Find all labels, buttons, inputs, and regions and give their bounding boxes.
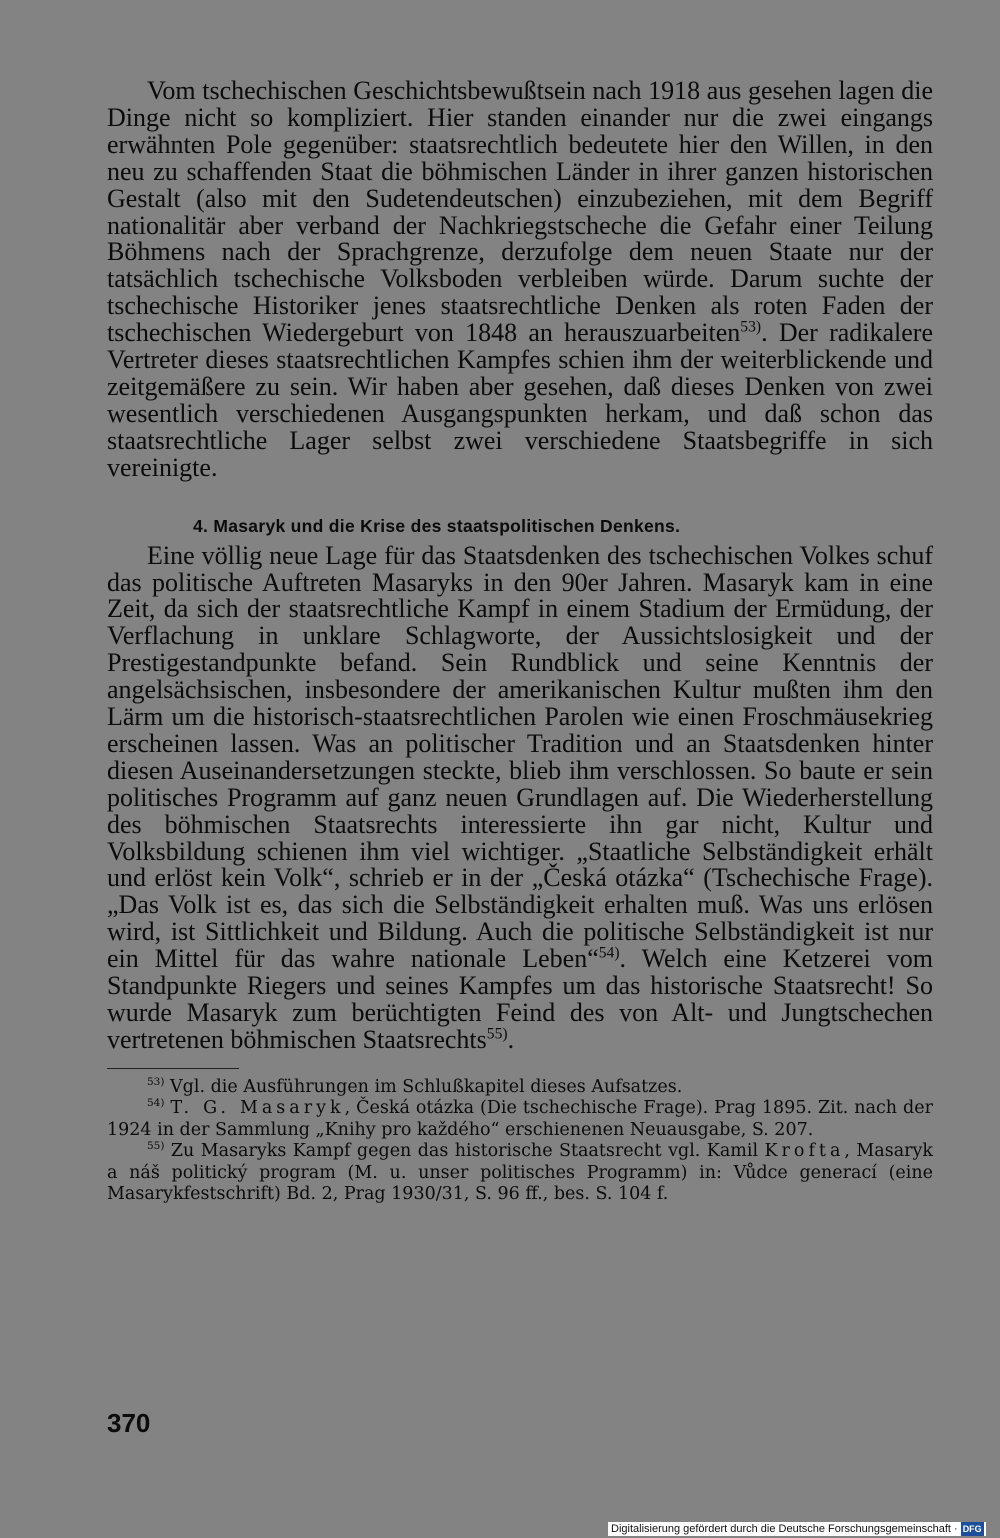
paragraph-2-mid: . Welch eine Ketzerei vom Standpunkte Riegers und seines Kampfes um das historische Staatsrecht! So wurde Masaryk zum berüchtigten Feind des von Alt- und Jungtschechen vertretenen böhmischen Staatsrechts: [107, 944, 933, 1054]
paragraph-2: [107, 540, 933, 1054]
dfg-logo-icon: DFG: [962, 1524, 982, 1534]
credit-text: Digitalisierung gefördert durch die Deutsche Forschungsgemeinschaft ·: [611, 1523, 958, 1535]
paragraph-1-text: Vom tschechischen Geschichtsbewußtsein nach 1918 aus gesehen lagen die Dinge nicht so kompliziert. Hier standen einander nur die zwei eingangs erwähnten Pole gegenüber: staatsrechtlich bedeutete hier den Willen, in den neu zu schaffenden Staat die böhmischen Länder in ihrer ganzen historischen Gestalt (also mit den Sudetendeutschen) einzubeziehen, mit dem Begriff nationalitär aber verband der Nachkriegstscheche die Gefahr einer Teilung Böhmens nach der Sprachgrenze, derzufolge dem neuen Staate nur der tatsächlich tschechische Volksboden verbleiben würde. Darum suchte der tschechische Historiker jenes staatsrechtliche Denken als roten Faden der tschechischen Wiedergeburt von 1848 an herauszuarbeiten: [107, 76, 933, 348]
footnote-mark: 54): [147, 1097, 165, 1110]
footnote-divider: [107, 1068, 239, 1069]
paragraph-2-text: Eine völlig neue Lage für das Staatsdenken des tschechischen Volkes schuf das politische Auftreten Masaryks in den 90er Jahren. Masaryk kam in eine Zeit, da sich der staatsrechtliche Kampf in einem Stadium der Ermüdung, der Verflachung in unklare Schlagworte, der Aussichtslosigkeit und der Prestigestandpunkte befand. Sein Rundblick und seine Kenntnis der angelsächsischen, insbesondere der amerikanischen Kultur mußten ihm den Lärm um die historisch-staatsrechtlichen Parolen wie einen Froschmäusekrieg erscheinen lassen. Was an politischer Tradition und an Staatsdenken hinter diesen Auseinandersetzungen steckte, blieb ihm verschlossen. So baute er sein politisches Programm auf ganz neuen Grundlagen auf. Die Wiederherstellung des böhmischen Staatsrechts interessierte ihn gar nicht, Kultur und Volksbildung schienen ihm viel wichtiger. „Staatliche Selbständigkeit erhält und erlöst kein Volk“, schrieb er in der „Česká otázka“ (Tschechische Frage). „Das Volk ist es, das sich die Selbständigkeit erhalten muß. Was uns erlösen wird, ist Sittlichkeit und Bildung. Auch die politische Selbständigkeit ist nur ein Mittel für das wahre nationale Leben“: [107, 540, 933, 974]
footnote-mark: 55): [147, 1140, 165, 1153]
footnote-53: [107, 1077, 933, 1099]
paragraph-1: [107, 78, 933, 482]
footnote-mark: 53): [147, 1075, 165, 1088]
footnote-author: T. G. Masaryk: [170, 1098, 345, 1119]
footnote-author: Krofta: [764, 1141, 845, 1162]
footnote-ref-55[interactable]: 55): [486, 1025, 508, 1043]
footnote-54: [107, 1098, 933, 1141]
section-heading: 4. Masaryk und die Krise des staatspolitischen Denkens.: [193, 515, 681, 536]
digitization-credit: [608, 1522, 986, 1536]
footnote-ref-53[interactable]: 53): [740, 318, 762, 336]
footnote-text: Zu Masaryks Kampf gegen das historische Staatsrecht vgl. Kamil: [164, 1141, 765, 1162]
page-number: 370: [107, 1408, 151, 1438]
page-body: [107, 78, 933, 1206]
footnote-text: , Česká otázka (Die tschechische Frage). Prag 1895. Zit. nach der 1924 in der Sammlung „Knihy pro každého“ erschienenen Neuausgabe, S. 207.: [107, 1098, 933, 1140]
paragraph-2-end: .: [507, 1024, 515, 1054]
footnote-55: [107, 1141, 933, 1206]
paragraph-1-rest: . Der radikalere Vertreter dieses staatsrechtlichen Kampfes schien ihm der weiterblickende und zeitgemäßere zu sein. Wir haben aber gesehen, daß dieses Denken von zwei wesentlich verschiedenen Ausgangspunkten herkam, und daß schon das staatsrechtliche Lager selbst zwei verschiedene Staatsbegriffe in sich vereinigte.: [107, 318, 933, 482]
footnote-ref-54[interactable]: 54): [598, 944, 620, 962]
footnote-text: Vgl. die Ausführungen im Schlußkapitel dieses Aufsatzes.: [164, 1076, 683, 1097]
footnote-text: , Masaryk a náš politický program (M. u. unser politisches Programm) in: Vůdce generací (eine Masarykfestschrift) Bd. 2, Prag 1930/31, S. 96 ff., bes. S. 104 f.: [107, 1141, 933, 1205]
